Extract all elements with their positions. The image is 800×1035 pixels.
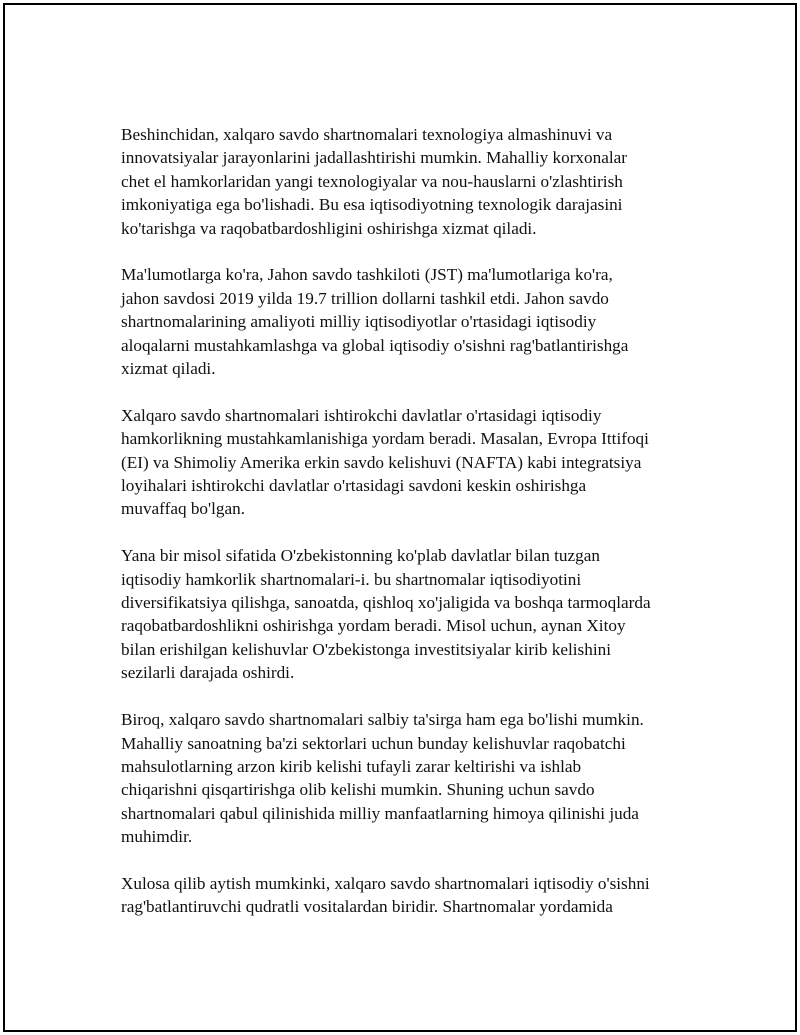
paragraph-line: iqtisodiy hamkorlik shartnomalari-i. bu shartnomalar iqtisodiyotini <box>121 569 582 589</box>
paragraph-line: muvaffaq bo'lgan. <box>121 499 246 519</box>
paragraph-4 <box>121 544 701 684</box>
paragraph-6 <box>121 872 701 919</box>
paragraph-line: bilan erishilgan kelishuvlar O'zbekistonga investitsiyalar kirib kelishini <box>121 639 611 659</box>
paragraph-line: jahon savdosi 2019 yilda 19.7 trillion dollarni tashkil etdi. Jahon savdo <box>121 288 609 308</box>
paragraph-line: Biroq, xalqaro savdo shartnomalari salbiy ta'sirga ham ega bo'lishi mumkin. <box>121 710 644 730</box>
paragraph-line: xizmat qiladi. <box>121 359 216 379</box>
paragraph-line: muhimdir. <box>121 827 193 847</box>
paragraph-line: Ma'lumotlarga ko'ra, Jahon savdo tashkiloti (JST) ma'lumotlariga ko'ra, <box>121 265 613 285</box>
paragraph-line: shartnomalari qabul qilinishida milliy manfaatlarning himoya qilinishi juda <box>121 803 639 823</box>
paragraph-line: shartnomalarining amaliyoti milliy iqtisodiyotlar o'rtasidagi iqtisodiy <box>121 312 597 332</box>
document-body <box>121 123 701 942</box>
paragraph-line: Mahalliy sanoatning ba'zi sektorlari uchun bunday kelishuvlar raqobatchi <box>121 733 626 753</box>
paragraph-line: Xulosa qilib aytish mumkinki, xalqaro savdo shartnomalari iqtisodiy o'sishni <box>121 873 650 893</box>
paragraph-line: sezilarli darajada oshirdi. <box>121 663 295 683</box>
paragraph-line: hamkorlikning mustahkamlanishiga yordam beradi. Masalan, Evropa Ittifoqi <box>121 429 649 449</box>
paragraph-5 <box>121 708 701 848</box>
paragraph-line: (EI) va Shimoliy Amerika erkin savdo kelishuvi (NAFTA) kabi integratsiya <box>121 452 642 472</box>
paragraph-3 <box>121 404 701 521</box>
paragraph-line: Beshinchidan, xalqaro savdo shartnomalari texnologiya almashinuvi va <box>121 125 613 144</box>
paragraph-line: Xalqaro savdo shartnomalari ishtirokchi davlatlar o'rtasidagi iqtisodiy <box>121 405 602 425</box>
paragraph-line: chiqarishni qisqartirishga olib kelishi mumkin. Shuning uchun savdo <box>121 780 595 800</box>
paragraph-line: Yana bir misol sifatida O'zbekistonning ko'plab davlatlar bilan tuzgan <box>121 546 600 566</box>
paragraph-line: loyihalari ishtirokchi davlatlar o'rtasidagi savdoni keskin oshirishga <box>121 476 587 496</box>
paragraph-line: aloqalarni mustahkamlashga va global iqtisodiy o'sishni rag'batlantirishga <box>121 335 629 355</box>
paragraph-line: mahsulotlarning arzon kirib kelishi tufayli zarar keltirishi va ishlab <box>121 756 582 776</box>
paragraph-line: raqobatbardoshlikni oshirishga yordam beradi. Misol uchun, aynan Xitoy <box>121 616 626 636</box>
paragraph-1 <box>121 123 701 240</box>
paragraph-line: diversifikatsiya qilishga, sanoatda, qishloq xo'jaligida va boshqa tarmoqlarda <box>121 593 651 613</box>
paragraph-line: chet el hamkorlaridan yangi texnologiyalar va nou-hauslarni o'zlashtirish <box>121 171 623 191</box>
paragraph-line: innovatsiyalar jarayonlarini jadallashtirishi mumkin. Mahalliy korxonalar <box>121 148 627 168</box>
paragraph-line: imkoniyatiga ega bo'lishadi. Bu esa iqtisodiyotning texnologik darajasini <box>121 195 623 215</box>
page-frame <box>3 3 797 1032</box>
paragraph-line: rag'batlantiruvchi qudratli vositalardan biridir. Shartnomalar yordamida <box>121 897 613 917</box>
paragraph-line: ko'tarishga va raqobatbardoshligini oshirishga xizmat qiladi. <box>121 218 537 238</box>
paragraph-2 <box>121 263 701 380</box>
